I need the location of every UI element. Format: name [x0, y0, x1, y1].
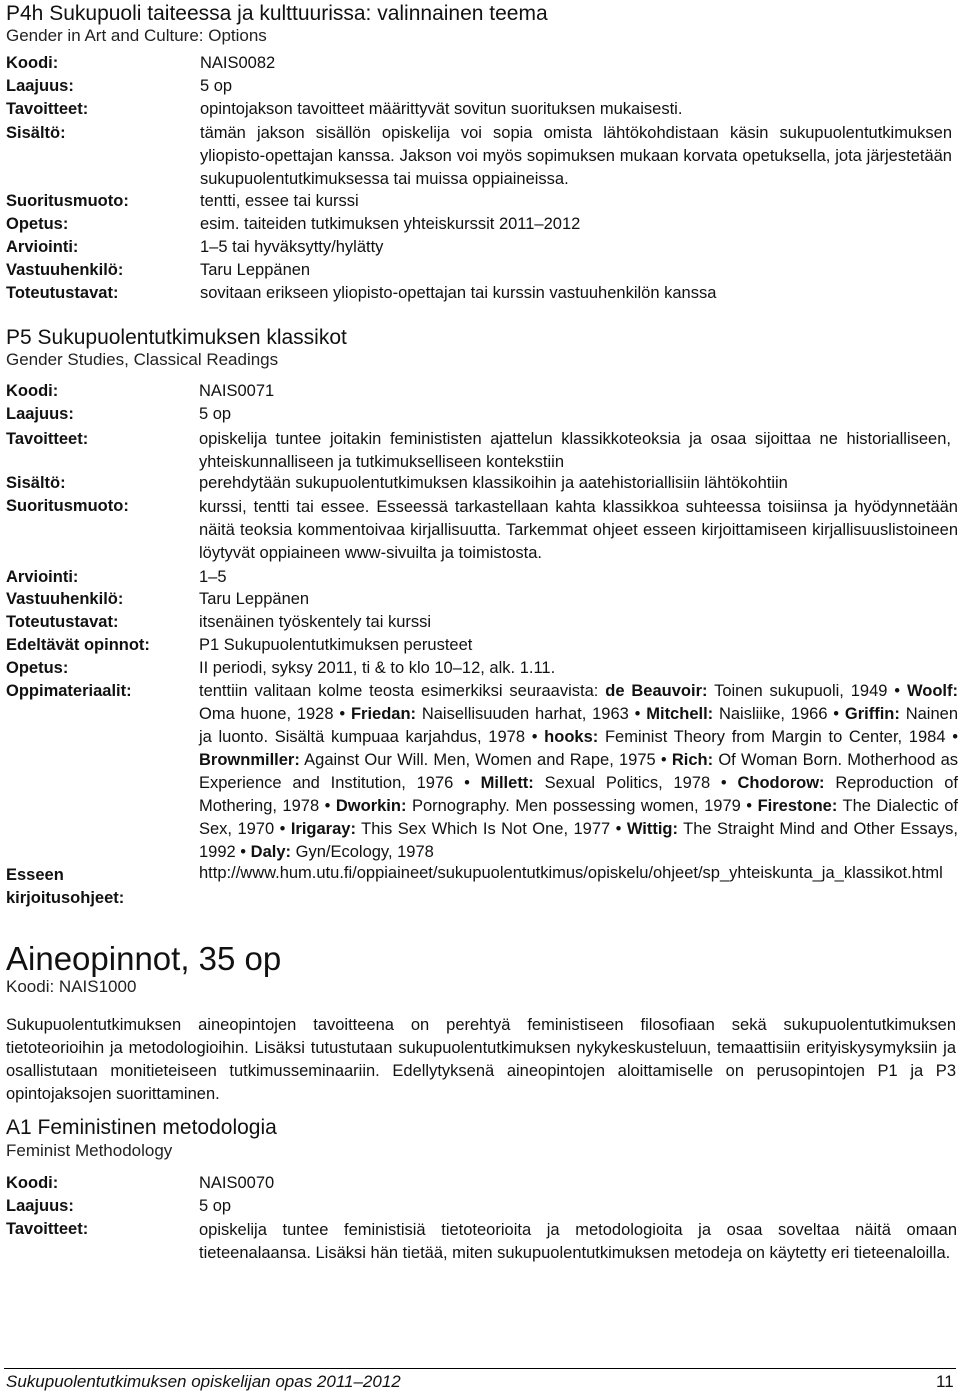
a1-value-tavoitteet: opiskelija tuntee feministisiä tietoteorioita ja metodologioita ja osaa soveltaa näitä omaan tieteenalaansa. Lisäksi hän tietää, miten sukupuolentutkimuksen metodeja on käytetty eri tieteenaloilla. — [199, 1221, 957, 1262]
a1-label-tavoitteet: Tavoitteet: — [6, 1220, 89, 1238]
aineopinnot-intro: Sukupuolentutkimuksen aineopintojen tavoitteena on perehtyä feministiseen filosofiaan sekä sukupuolentutkimuksen tietoteorioihin ja metodologioihin. Lisäksi tutustutaan sukupuolentutkimuksen nykykeskusteluun, temaattisiin erityiskysymyksiin ja osallistutaan monitieteiseen tutkimusseminaariin. Edellytyksenä aineopintojen aloittamiselle on perusopintojen P1 ja P3 opintojaksojen suorittaminen. — [6, 1016, 956, 1103]
p5-label-sisalto: Sisältö: — [6, 474, 66, 492]
material-author: Daly: — [250, 843, 292, 861]
p5-label-arviointi: Arviointi: — [6, 568, 79, 586]
material-author: Firestone: — [757, 797, 838, 815]
p5-value-arviointi: 1–5 — [199, 568, 227, 586]
footer-title: Sukupuolentutkimuksen opiskelijan opas 2011–2012 — [6, 1372, 401, 1391]
footer-rule — [4, 1368, 956, 1369]
material-work: Feminist Theory from Margin to Center, 1984 — [604, 728, 946, 746]
a1-label-laajuus: Laajuus: — [6, 1197, 74, 1215]
a1-subtitle: Feminist Methodology — [6, 1141, 173, 1160]
material-work: The Dialectic of Sex, 1970 — [199, 797, 959, 838]
p4h-label-koodi: Koodi: — [6, 54, 59, 72]
p4h-value-koodi: NAIS0082 — [200, 54, 276, 72]
p4h-value-opetus: esim. taiteiden tutkimuksen yhteiskurssit 2011–2012 — [200, 215, 581, 233]
p5-label-oppimateriaalit: Oppimateriaalit: — [6, 682, 132, 700]
p5-value-laajuus: 5 op — [199, 405, 232, 423]
material-author: Mitchell: — [646, 705, 714, 723]
p5-value-toteutustavat: itsenäinen työskentely tai kurssi — [199, 613, 432, 631]
p4h-label-vastuuhenkilo: Vastuuhenkilö: — [6, 261, 124, 279]
p4h-value-toteutustavat: sovitaan erikseen yliopisto-opettajan tai kurssin vastuuhenkilön kanssa — [200, 284, 717, 302]
p5-label-koodi: Koodi: — [6, 382, 59, 400]
material-author: Woolf: — [906, 682, 958, 700]
a1-label-koodi: Koodi: — [6, 1174, 59, 1192]
p5-label-edeltavat: Edeltävät opinnot: — [6, 636, 150, 654]
material-work: The Straight Mind and Other Essays, 1992 — [199, 820, 958, 861]
page-number: 11 — [936, 1372, 954, 1391]
p5-subtitle: Gender Studies, Classical Readings — [6, 350, 279, 369]
a1-value-koodi: NAIS0070 — [199, 1174, 275, 1192]
a1-title: A1 Feministinen metodologia — [6, 1116, 277, 1139]
material-work: Of Woman Born. Motherhood as Experience and Institution, 1976 — [199, 751, 958, 792]
material-work: Oma huone, 1928 — [199, 705, 334, 723]
p5-essay-url: http://www.hum.utu.fi/oppiaineet/sukupuolentutkimus/opiskelu/ohjeet/sp_yhteiskunta_ja_klassikot.html — [199, 864, 943, 882]
material-author: Irigaray: — [290, 820, 356, 838]
p5-value-suoritusmuoto: kurssi, tentti tai essee. Esseessä tarkastellaan kahta klassikkoa suhteessa toisiinsa ja hyödynnetään näitä teoksia kommentoivaa kirjallisuutta. Tarkemmat ohjeet esseen kirjoittamiseen kirjallisuuslistoineen löytyvät oppiaineen www-sivuilta ja toimistosta. — [199, 498, 958, 562]
material-author: Dworkin: — [335, 797, 407, 815]
p5-title: P5 Sukupuolentutkimuksen klassikot — [6, 326, 347, 349]
material-author: Chodorow: — [737, 774, 825, 792]
p4h-value-suoritusmuoto: tentti, essee tai kurssi — [200, 192, 359, 210]
material-work: Nainen ja luonto. Sisältä kumpuaa karjahdus, 1978 — [199, 705, 958, 746]
aineopinnot-heading: Aineopinnot, 35 op — [6, 940, 282, 977]
p4h-value-laajuus: 5 op — [200, 77, 233, 95]
p4h-value-arviointi: 1–5 tai hyväksytty/hylätty — [200, 238, 384, 256]
p5-value-sisalto: perehdytään sukupuolentutkimuksen klassikoihin ja aatehistoriallisiin lähtökohtiin — [199, 474, 788, 492]
p5-label-laajuus: Laajuus: — [6, 405, 74, 423]
material-work: Naisliike, 1966 — [718, 705, 828, 723]
material-author: Griffin: — [844, 705, 900, 723]
material-work: Reproduction of Mothering, 1978 — [199, 774, 958, 815]
a1-value-laajuus: 5 op — [199, 1197, 232, 1215]
material-author: Brownmiller: — [199, 751, 300, 769]
p5-label-opetus: Opetus: — [6, 659, 69, 677]
p5-value-vastuuhenkilo: Taru Leppänen — [199, 590, 310, 608]
p5-value-koodi: NAIS0071 — [199, 382, 275, 400]
material-work: Gyn/Ecology, 1978 — [295, 843, 434, 861]
p5-label-tavoitteet: Tavoitteet: — [6, 430, 89, 448]
p4h-label-laajuus: Laajuus: — [6, 77, 74, 95]
p4h-label-opetus: Opetus: — [6, 215, 69, 233]
p4h-label-toteutustavat: Toteutustavat: — [6, 284, 119, 302]
material-work: Against Our Will. Men, Women and Rape, 1975 — [304, 751, 656, 769]
material-author: Wittig: — [626, 820, 679, 838]
p5-materials-list: tenttiin valitaan kolme teosta esimerkiksi seuraavista: de Beauvoir: Toinen sukupuoli, 1949 • Woolf: Oma huone, 1928 • Friedan: Naisellisuuden harhat, 1963 • Mitchell: Naisliike, 1966 • Griffin: Nainen ja luonto. Sisältä kumpuaa karjahdus, 1978 • hooks: Feminist Theory from Margin to Center, 1984 • Brownmiller: Against Our Will. Men, Women and Rape, 1975 • Rich: Of Woman Born. Motherhood as Experience and Institution, 1976 • Millett: Sexual Politics, 1978 • Chodorow: Reproduction of Mothering, 1978 • Dworkin: Pornography. Men possessing women, 1979 • Firestone: The Dialectic of Sex, 1970 • Irigaray: This Sex Which Is Not One, 1977 • Wittig: The Straight Mind and Other Essays, 1992 • Daly: Gyn/Ecology, 1978 — [199, 682, 959, 861]
p5-value-edeltavat: P1 Sukupuolentutkimuksen perusteet — [199, 636, 473, 654]
material-work: Pornography. Men possessing women, 1979 — [411, 797, 741, 815]
p4h-value-sisalto: tämän jakson sisällön opiskelija voi sopia omista lähtökohdistaan käsin sukupuolentutkimuksen yliopisto-opettajan kanssa. Jakson voi myös sopimuksen mukaan korvata opetuksella, jota järjestetään sukupuolentutkimuksessa tai muissa oppiaineissa. — [200, 124, 952, 188]
material-work: Naisellisuuden harhat, 1963 — [421, 705, 629, 723]
material-author: hooks: — [544, 728, 599, 746]
material-work: Sexual Politics, 1978 — [544, 774, 711, 792]
p4h-label-sisalto: Sisältö: — [6, 124, 66, 142]
p4h-value-vastuuhenkilo: Taru Leppänen — [200, 261, 311, 279]
materials-intro: tenttiin valitaan kolme teosta esimerkiksi seuraavista: — [199, 682, 599, 700]
p5-value-opetus: II periodi, syksy 2011, ti & to klo 10–12, alk. 1.11. — [199, 659, 556, 677]
p4h-label-suoritusmuoto: Suoritusmuoto: — [6, 192, 129, 210]
material-work: This Sex Which Is Not One, 1977 — [361, 820, 611, 838]
material-author: de Beauvoir: — [605, 682, 708, 700]
material-work: Toinen sukupuoli, 1949 — [714, 682, 888, 700]
p4h-label-arviointi: Arviointi: — [6, 238, 79, 256]
p5-value-tavoitteet: opiskelija tuntee joitakin feminististen ajattelun klassikkoteoksia ja osaa sijoittaa ne historialliseen, yhteiskunnalliseen ja tutkimukselliseen kontekstiin — [199, 430, 951, 471]
p4h-subtitle: Gender in Art and Culture: Options — [6, 26, 267, 45]
p5-label-suoritusmuoto: Suoritusmuoto: — [6, 497, 129, 515]
material-author: Rich: — [671, 751, 714, 769]
p4h-label-tavoitteet: Tavoitteet: — [6, 100, 89, 118]
p5-label-vastuuhenkilo: Vastuuhenkilö: — [6, 590, 124, 608]
p4h-title: P4h Sukupuoli taiteessa ja kulttuurissa: valinnainen teema — [6, 2, 548, 25]
aineopinnot-code: Koodi: NAIS1000 — [6, 977, 137, 996]
material-author: Friedan: — [350, 705, 417, 723]
p4h-value-tavoitteet: opintojakson tavoitteet määrittyvät sovitun suorituksen mukaisesti. — [200, 100, 683, 118]
p5-label-esseen-ohjeet: Esseen kirjoitusohjeet: — [6, 866, 125, 907]
p5-label-toteutustavat: Toteutustavat: — [6, 613, 119, 631]
material-author: Millett: — [480, 774, 534, 792]
